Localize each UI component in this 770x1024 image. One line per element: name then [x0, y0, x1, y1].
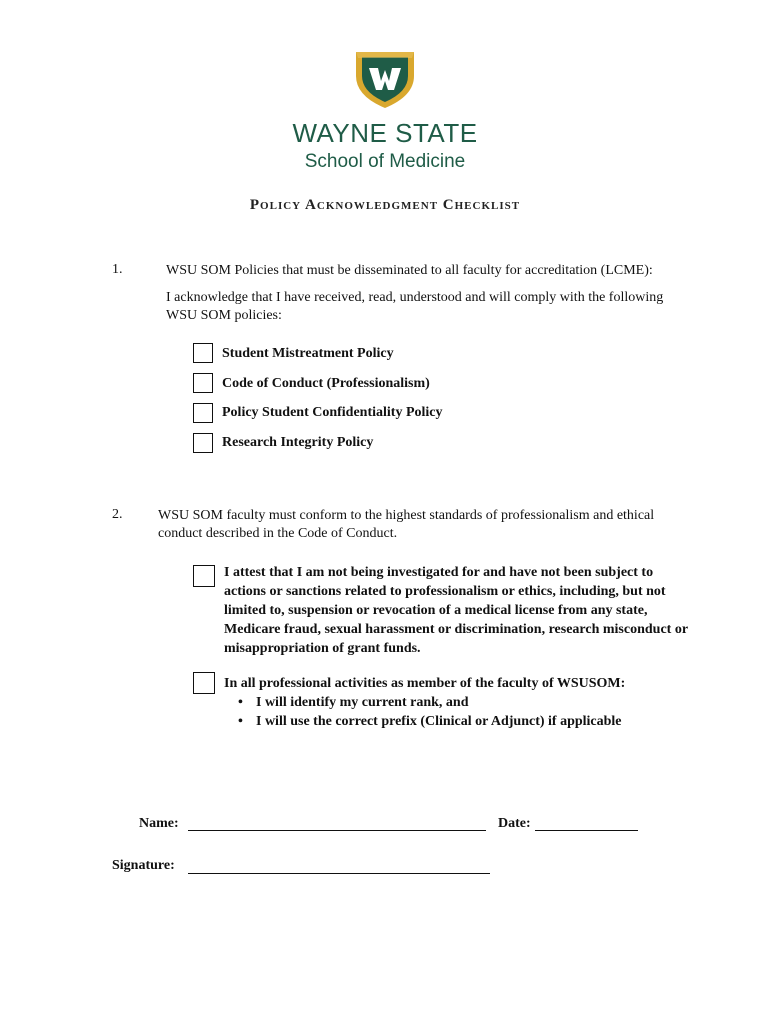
checkbox-student-mistreatment[interactable] — [193, 343, 213, 363]
name-label: Name: — [139, 816, 179, 831]
attestation-line: misappropriation of grant funds. — [224, 641, 421, 656]
checkbox-code-of-conduct[interactable] — [193, 373, 213, 393]
wordmark-school-of-medicine: School of Medicine — [304, 151, 466, 172]
section-1-heading: WSU SOM Policies that must be disseminated to all faculty for accreditation (LCME): — [166, 263, 653, 278]
attestation-line: Medicare fraud, sexual harassment or discrimination, research misconduct or — [224, 622, 689, 637]
wsu-shield-logo-icon — [352, 48, 418, 110]
list-item: • I will use the correct prefix (Clinical or Adjunct) if applicable — [238, 712, 744, 731]
professional-activities-list — [238, 693, 744, 731]
label-code-of-conduct: Code of Conduct (Professionalism) — [222, 376, 430, 391]
name-input-line[interactable] — [188, 830, 486, 831]
label-research-integrity: Research Integrity Policy — [222, 435, 374, 450]
label-student-mistreatment: Student Mistreatment Policy — [222, 346, 394, 361]
checkbox-professional-activities[interactable] — [193, 672, 215, 694]
document-title: Policy Acknowledgment Checklist — [249, 197, 521, 213]
attestation-line: actions or sanctions related to professionalism or ethics, including, but not — [224, 584, 666, 599]
professional-activities-block — [224, 674, 744, 731]
date-label: Date: — [498, 816, 531, 831]
section-1-intro-line-2: WSU SOM policies: — [166, 308, 282, 323]
section-2-text-line-1: WSU SOM faculty must conform to the highest standards of professionalism and ethical — [158, 508, 655, 523]
attestation-line: limited to, suspension or revocation of a medical license from any state, — [224, 603, 648, 618]
section-2-text-line-2: conduct described in the Code of Conduct. — [158, 526, 398, 541]
attestation-text — [224, 563, 744, 658]
list-item: • I will identify my current rank, and — [238, 693, 744, 712]
professional-activities-heading: In all professional activities as member of the faculty of WSUSOM: — [224, 676, 626, 691]
checkbox-attestation[interactable] — [193, 565, 215, 587]
wordmark-wayne-state: WAYNE STATE — [292, 118, 478, 148]
section-2-number: 2. — [112, 507, 123, 522]
section-1-intro-line-1: I acknowledge that I have received, read, understood and will comply with the following — [166, 290, 664, 305]
attestation-line: I attest that I am not being investigated for and have not been subject to — [224, 565, 654, 580]
label-student-confidentiality: Policy Student Confidentiality Policy — [222, 405, 443, 420]
date-input-line[interactable] — [535, 830, 638, 831]
section-1-number: 1. — [112, 262, 123, 277]
checkbox-student-confidentiality[interactable] — [193, 403, 213, 423]
checkbox-research-integrity[interactable] — [193, 433, 213, 453]
signature-input-line[interactable] — [188, 873, 490, 874]
signature-label: Signature: — [112, 858, 175, 873]
